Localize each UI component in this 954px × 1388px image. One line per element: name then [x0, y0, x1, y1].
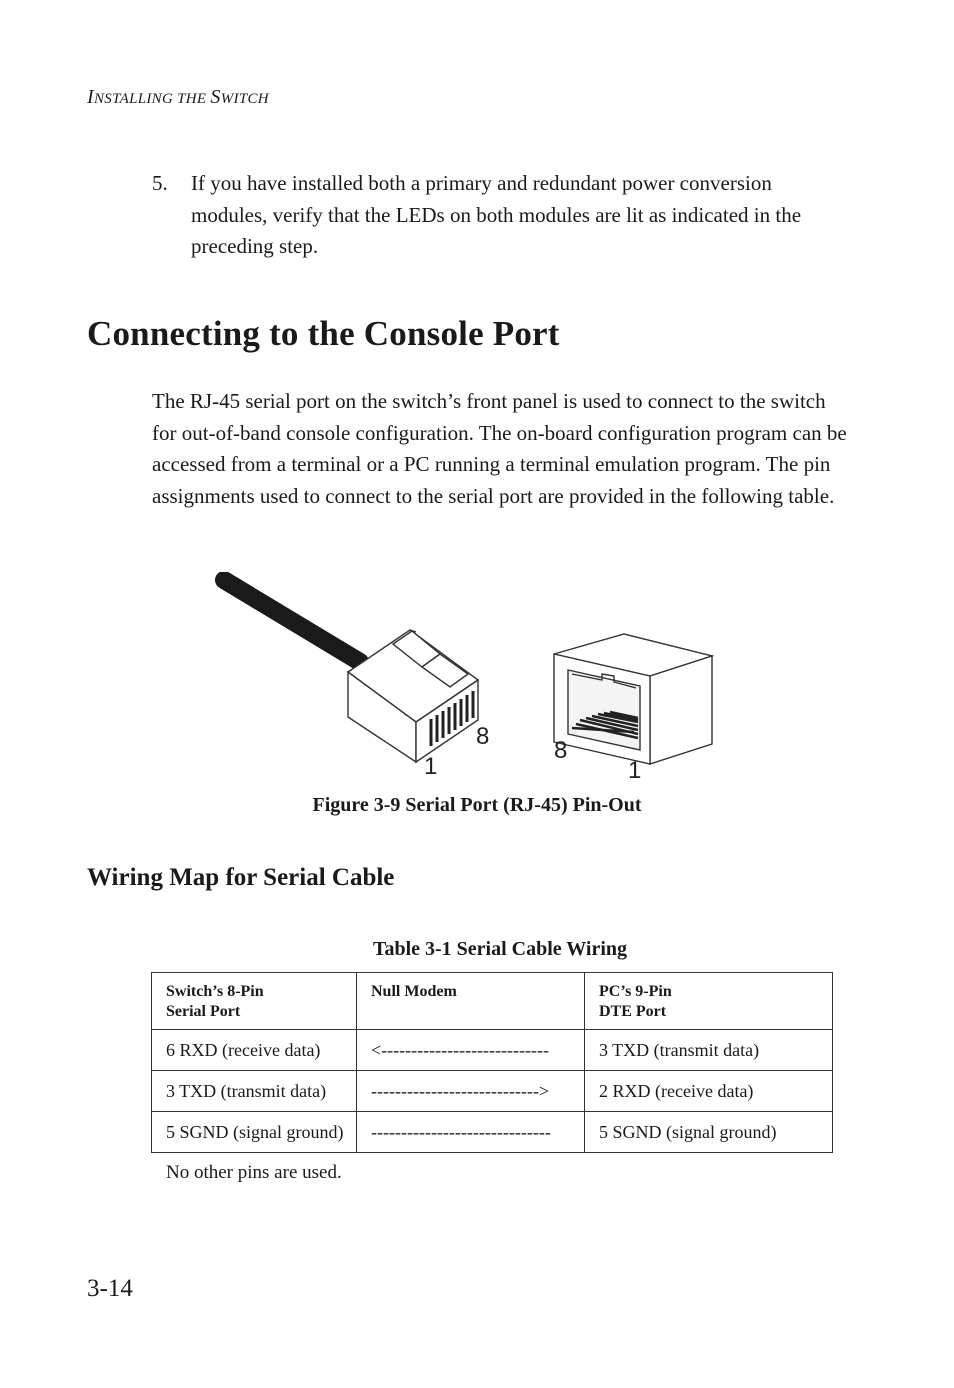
- plug-pin-first-label: 1: [424, 753, 438, 780]
- header-line: PC’s 9-Pin: [599, 983, 672, 1000]
- running-head-cap: I: [87, 86, 94, 108]
- section-paragraph: The RJ-45 serial port on the switch’s front panel is used to connect to the switch for out-of-band console configuration. The on-board configuration program can be accessed from a terminal or a PC running a terminal emulation program. The pin assignments used to connect to the serial port are provided in the following table.: [152, 389, 847, 508]
- table-cell: 5 SGND (signal ground): [585, 1112, 833, 1153]
- step-text: If you have installed both a primary and redundant power conversion modules, verify that the LEDs on both modules are lit as indicated in the preceding step.: [191, 171, 802, 258]
- rj45-jack-shape: [554, 634, 712, 764]
- rj45-figure: [210, 572, 730, 792]
- subsection-title: Wiring Map for Serial Cable: [87, 864, 395, 891]
- table-cell: 2 RXD (receive data): [585, 1071, 833, 1112]
- table-cell: ---------------------------->: [357, 1071, 585, 1112]
- running-head-smallcaps: NSTALLING THE: [93, 91, 211, 107]
- header-line: Serial Port: [166, 1003, 241, 1020]
- page-number: 3-14: [87, 1275, 133, 1302]
- figure-caption: Figure 3-9 Serial Port (RJ-45) Pin-Out: [312, 794, 642, 816]
- table-row: [152, 1071, 833, 1112]
- table-header-row: [152, 973, 833, 1030]
- section-title: Connecting to the Console Port: [87, 314, 560, 353]
- table-cell: ------------------------------: [357, 1112, 585, 1153]
- running-head-cap: S: [210, 86, 221, 108]
- header-line: DTE Port: [599, 1003, 667, 1020]
- rj45-illustration: [210, 572, 730, 787]
- jack-pin-last-label: 1: [628, 757, 642, 784]
- header-switch-port: [152, 973, 357, 1030]
- table-caption: Table 3-1 Serial Cable Wiring: [372, 938, 628, 960]
- table-row: [152, 1112, 833, 1153]
- cable-shape: [224, 580, 360, 662]
- plug-pin-last-label: 8: [476, 723, 490, 750]
- table-cell: 6 RXD (receive data): [152, 1030, 357, 1071]
- header-line: Null Modem: [371, 983, 457, 1000]
- table-cell: 3 TXD (transmit data): [585, 1030, 833, 1071]
- running-head: [87, 86, 269, 109]
- running-head-smallcaps: WITCH: [220, 91, 269, 107]
- serial-cable-wiring-table: [151, 972, 833, 1153]
- step-number: 5.: [152, 171, 168, 195]
- table-cell: 5 SGND (signal ground): [152, 1112, 357, 1153]
- header-pc-port: [585, 973, 833, 1030]
- table-row: [152, 1030, 833, 1071]
- table-cell: <----------------------------: [357, 1030, 585, 1071]
- header-line: Switch’s 8-Pin: [166, 983, 264, 1000]
- rj45-plug-shape: [348, 630, 478, 762]
- table-note: No other pins are used.: [166, 1162, 342, 1183]
- jack-pin-first-label: 8: [554, 737, 568, 764]
- header-null-modem: [357, 973, 585, 1030]
- table-cell: 3 TXD (transmit data): [152, 1071, 357, 1112]
